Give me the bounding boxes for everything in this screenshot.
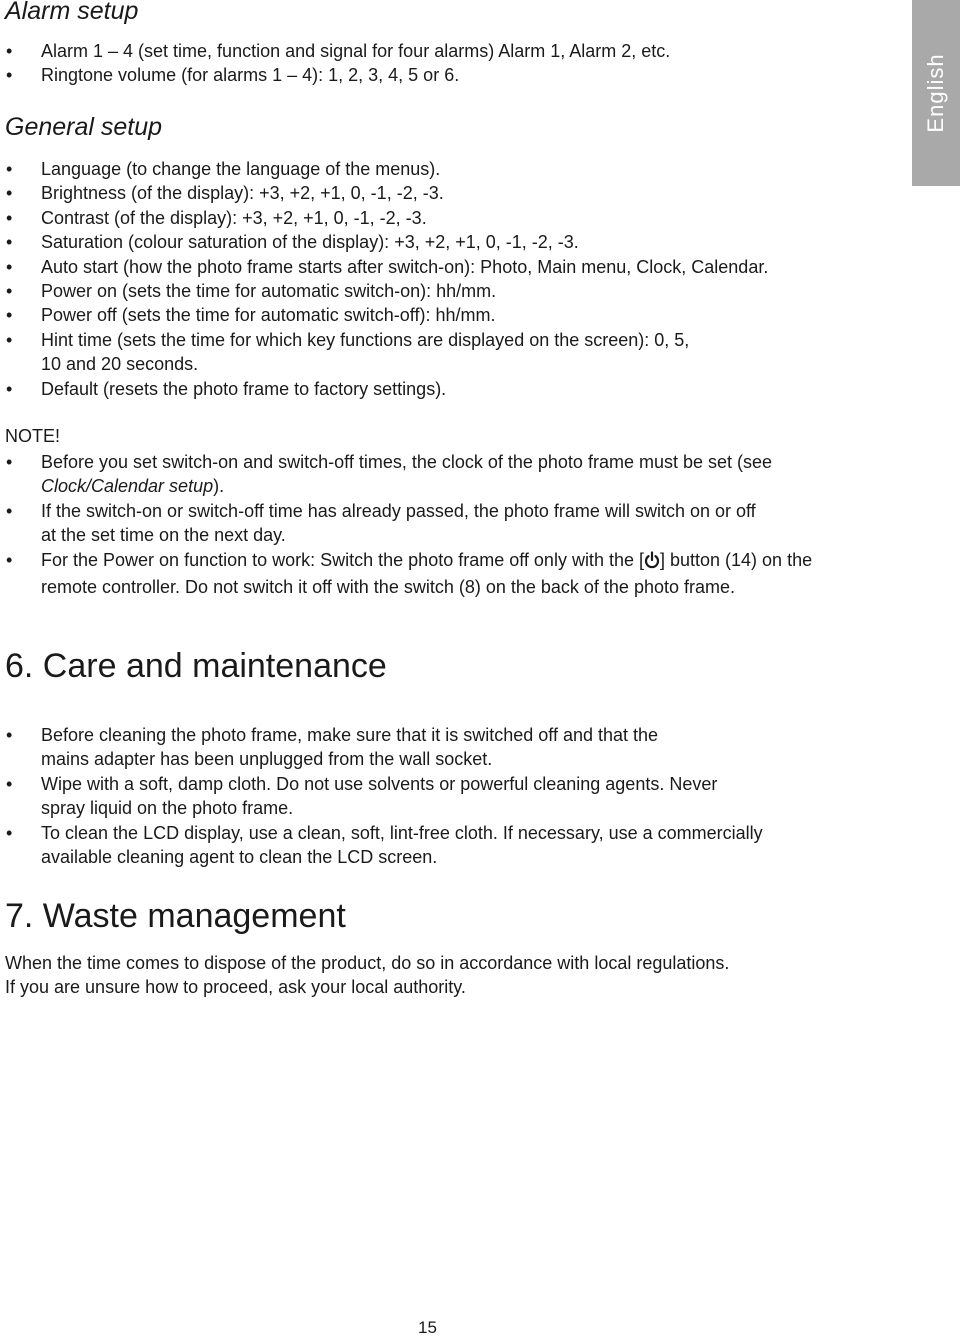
list-item: • Wipe with a soft, damp cloth. Do not use solvents or powerful cleaning agents. Never spray liquid on the photo frame. [0,772,741,821]
page-number: 15 [418,1318,437,1337]
waste-management-heading: 7. Waste management [5,897,346,935]
waste-text-line-2: If you are unsure how to proceed, ask your local authority. [5,977,466,997]
list-item: • Power off (sets the time for automatic switch-off): hh/mm. [0,303,841,327]
alarm-setup-heading: Alarm setup [5,0,139,25]
care-list [0,723,831,869]
list-item: • Power on (sets the time for automatic switch-on): hh/mm. [0,279,841,303]
alarm-setup-list [0,39,841,88]
clock-calendar-setup-ref: Clock/Calendar setup [41,476,214,497]
list-item [0,450,821,499]
note-list [0,450,841,599]
care-maintenance-heading: 6. Care and maintenance [5,647,387,685]
note-text: ] button (14) on the remote controller. Do not switch it off with the switch (8) on the back of the photo frame. [41,549,813,598]
list-item: • Hint time (sets the time for which key functions are displayed on the screen): 0, 5, 10 and 20 seconds. [0,328,711,377]
note-label: NOTE! [5,426,61,446]
list-item [0,548,841,600]
language-tab [912,0,960,186]
note-text: Before you set switch-on and switch-off times, the clock of the photo frame must be set (see [41,452,773,472]
list-item: • Alarm 1 – 4 (set time, function and signal for four alarms) Alarm 1, Alarm 2, etc. [0,39,841,63]
list-item: • To clean the LCD display, use a clean, soft, lint-free cloth. If necessary, use a commercially available cleaning agent to clean the LCD screen. [0,821,831,870]
waste-text-line-1: When the time comes to dispose of the product, do so in accordance with local regulations. [5,953,730,973]
list-item: • Language (to change the language of the menus). [0,157,841,181]
note-text: For the Power on function to work: Switch the photo frame off only with the [ [41,549,644,570]
language-tab-label: English [923,53,948,133]
general-setup-list [0,157,841,401]
list-item: • Brightness (of the display): +3, +2, +1, 0, -1, -2, -3. [0,181,841,205]
general-setup-heading: General setup [5,113,163,141]
list-item: • Saturation (colour saturation of the display): +3, +2, +1, 0, -1, -2, -3. [0,230,841,254]
power-icon [644,551,660,575]
list-item: • Ringtone volume (for alarms 1 – 4): 1, 2, 3, 4, 5 or 6. [0,63,841,87]
list-item: • Contrast (of the display): +3, +2, +1, 0, -1, -2, -3. [0,206,841,230]
note-text: ). [213,476,225,497]
list-item: • Auto start (how the photo frame starts after switch-on): Photo, Main menu, Clock, Calendar. [0,255,841,279]
list-item: • Before cleaning the photo frame, make sure that it is switched off and that the mains adapter has been unplugged from the wall socket. [0,723,701,772]
list-item: • If the switch-on or switch-off time has already passed, the photo frame will switch on or off at the set time on the next day. [0,499,761,548]
list-item: • Default (resets the photo frame to factory settings). [0,377,841,401]
